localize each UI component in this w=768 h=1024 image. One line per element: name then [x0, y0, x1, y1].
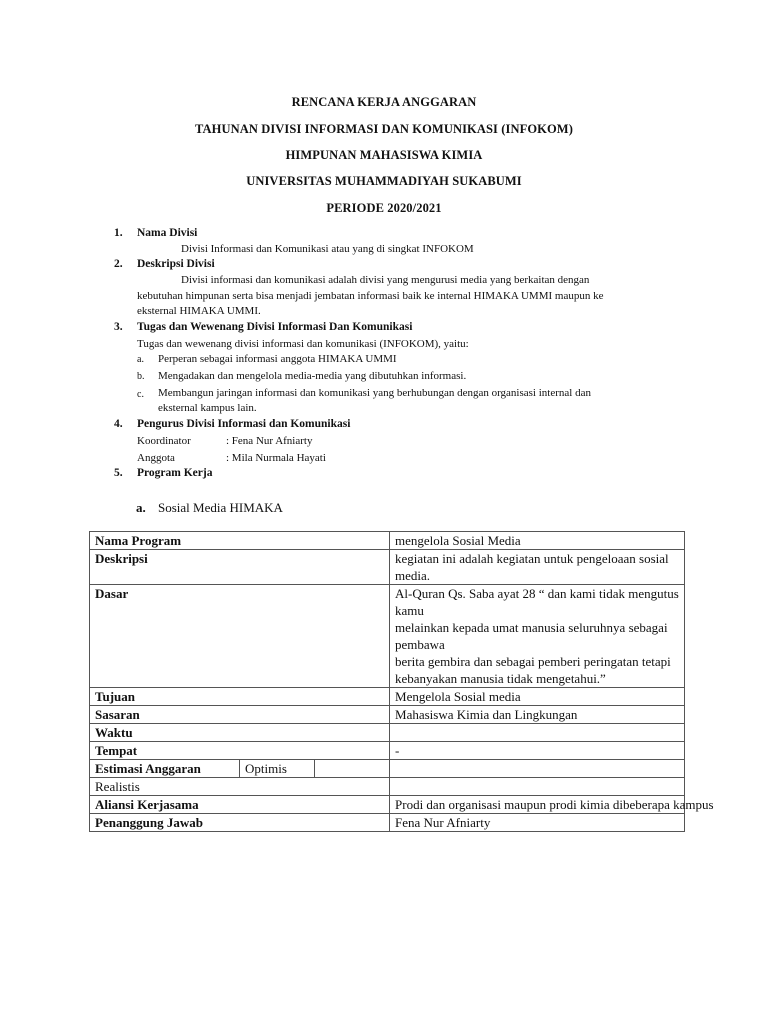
row-label-tempat: Tempat — [90, 742, 390, 760]
row-value-penanggung-jawab: Fena Nur Afniarty — [390, 814, 685, 832]
program-table — [89, 531, 714, 832]
anggota-label: Anggota — [137, 452, 175, 464]
section-3-intro: Tugas dan wewenang divisi informasi dan komunikasi (INFOKOM), yaitu: — [137, 338, 469, 350]
table-row — [90, 778, 685, 796]
section-5-number: 5. — [114, 467, 123, 479]
estimasi-optimis: Optimis — [240, 760, 315, 778]
section-3-title: Tugas dan Wewenang Divisi Informasi Dan Komunikasi — [137, 321, 413, 333]
section-3-item-c-text: Membangun jaringan informasi dan komunikasi yang berhubungan dengan organisasi internal dan — [158, 387, 591, 399]
estimasi-realistis-value — [390, 778, 685, 796]
row-label-deskripsi: Deskripsi — [90, 550, 390, 585]
doc-title-line-2: TAHUNAN DIVISI INFORMASI DAN KOMUNIKASI (INFOKOM) — [195, 122, 573, 136]
row-value-nama-program: mengelola Sosial Media — [390, 532, 685, 550]
anggota-value: : Mila Nurmala Hayati — [226, 452, 326, 464]
row-value-dasar — [390, 585, 685, 688]
section-3-item-b-letter: b. — [137, 371, 145, 382]
row-label-dasar: Dasar — [90, 585, 390, 688]
row-label-aliansi: Aliansi Kerjasama — [90, 796, 390, 814]
table-row — [90, 742, 685, 760]
program-subheading — [136, 500, 283, 516]
koordinator-label: Koordinator — [137, 435, 191, 447]
estimasi-realistis: Realistis — [90, 778, 390, 796]
doc-title-line-1: RENCANA KERJA ANGGARAN — [291, 95, 477, 109]
table-row — [90, 688, 685, 706]
row-label-sasaran: Sasaran — [90, 706, 390, 724]
section-2-text-line-1: Divisi informasi dan komunikasi adalah divisi yang mengurusi media yang berkaitan dengan — [181, 274, 590, 286]
section-3-item-b-text: Mengadakan dan mengelola media-media yang dibutuhkan informasi. — [158, 370, 467, 382]
table-row — [90, 796, 685, 814]
row-label-waktu: Waktu — [90, 724, 390, 742]
section-3-item-c-text-cont: eksternal kampus lain. — [158, 402, 257, 414]
estimasi-value-empty — [390, 760, 685, 778]
section-2-text-line-3: eksternal HIMAKA UMMI. — [137, 305, 261, 317]
row-value-waktu — [390, 724, 685, 742]
doc-title-line-3: HIMPUNAN MAHASISWA KIMIA — [285, 148, 483, 162]
program-sub-title: Sosial Media HIMAKA — [158, 500, 283, 515]
row-value-deskripsi: kegiatan ini adalah kegiatan untuk pengeloaan sosial media. — [390, 550, 685, 585]
row-value-tujuan: Mengelola Sosial media — [390, 688, 685, 706]
dasar-line-2: melainkan kepada umat manusia seluruhnya sebagai pembawa — [395, 620, 668, 652]
row-value-aliansi: Prodi dan organisasi maupun prodi kimia dibeberapa kampus — [390, 796, 685, 814]
doc-title-line-5: PERIODE 2020/2021 — [326, 201, 442, 215]
section-2-title: Deskripsi Divisi — [137, 258, 215, 270]
section-1-number: 1. — [114, 227, 123, 239]
section-2-number: 2. — [114, 258, 123, 270]
table-row — [90, 724, 685, 742]
table-row — [90, 760, 685, 778]
dasar-line-3: berita gembira dan sebagai pemberi peringatan tetapi — [395, 654, 671, 669]
section-3-item-c-letter: c. — [137, 389, 144, 400]
dasar-line-4: kebanyakan manusia tidak mengetahui.” — [395, 671, 606, 686]
section-1-title: Nama Divisi — [137, 227, 198, 239]
section-3-item-a-letter: a. — [137, 354, 144, 365]
row-label-penanggung-jawab: Penanggung Jawab — [90, 814, 390, 832]
table-row — [90, 814, 685, 832]
section-3-number: 3. — [114, 321, 123, 333]
section-1-text: Divisi Informasi dan Komunikasi atau yang di singkat INFOKOM — [181, 243, 474, 255]
section-2-text-line-2: kebutuhan himpunan serta bisa menjadi jembatan informasi baik ke internal HIMAKA UMMI maupun ke — [137, 290, 604, 302]
row-label-tujuan: Tujuan — [90, 688, 390, 706]
row-label-nama-program: Nama Program — [90, 532, 390, 550]
row-value-tempat: - — [390, 742, 685, 760]
table-row — [90, 532, 685, 550]
section-4-title: Pengurus Divisi Informasi dan Komunikasi — [137, 418, 351, 430]
table-row — [90, 585, 685, 688]
table-row — [90, 550, 685, 585]
row-label-estimasi: Estimasi Anggaran — [90, 760, 240, 778]
section-5-title: Program Kerja — [137, 467, 213, 479]
doc-title-line-4: UNIVERSITAS MUHAMMADIYAH SUKABUMI — [246, 174, 522, 188]
section-4-number: 4. — [114, 418, 123, 430]
section-3-item-a-text: Perperan sebagai informasi anggota HIMAKA UMMI — [158, 353, 397, 365]
estimasi-optimis-value — [315, 760, 390, 778]
dasar-line-1: Al-Quran Qs. Saba ayat 28 “ dan kami tidak mengutus kamu — [395, 586, 679, 618]
table-row — [90, 706, 685, 724]
koordinator-value: : Fena Nur Afniarty — [226, 435, 313, 447]
row-value-sasaran: Mahasiswa Kimia dan Lingkungan — [390, 706, 685, 724]
program-sub-letter: a. — [136, 500, 146, 515]
